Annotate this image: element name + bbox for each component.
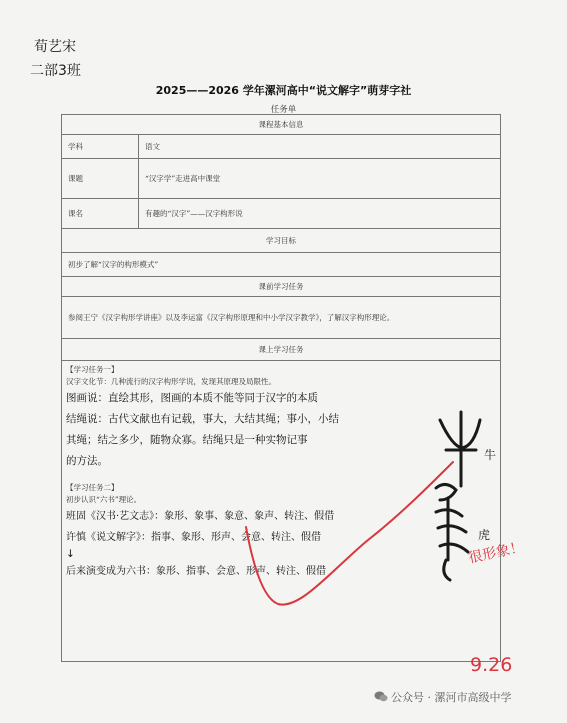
task2-heading: 【学习任务二】	[66, 483, 119, 492]
task1-answer-line-4: 的方法。	[66, 455, 108, 467]
student-class-note: 二部3班	[30, 63, 81, 79]
lesson-value: 有趣的“汉字”——汉字构形说	[139, 199, 501, 229]
section-goal-heading: 学习目标	[62, 229, 501, 253]
task2-answer-line-3: 后来演变成为六书：象形、指事、会意、形声、转注、假借	[66, 566, 326, 577]
date-mark: 9.26	[470, 654, 513, 676]
wechat-icon	[374, 691, 388, 702]
task1-answer-line-1: 图画说：直绘其形，图画的本质不能等同于汉字的本质	[66, 392, 318, 404]
ox-label: 牛	[484, 448, 497, 462]
task1-answer-line-2: 结绳说：古代文献也有记载，事大，大结其绳；事小，小结	[66, 413, 339, 425]
topic-label: 课题	[62, 159, 139, 199]
oracle-tiger-glyph	[436, 484, 468, 580]
red-check-mark	[246, 462, 453, 605]
teacher-praise: 很形象！	[467, 539, 526, 567]
subject-value: 语文	[139, 135, 501, 159]
task1-heading: 【学习任务一】	[66, 365, 119, 374]
section-class-heading: 课上学习任务	[62, 339, 501, 361]
student-name-note: 荀艺宋	[34, 39, 76, 55]
oracle-ox-glyph	[440, 412, 480, 486]
page-title: 2025——2026 学年漯河高中“说文解字”萌芽字社	[155, 84, 412, 97]
task1-prompt: 汉字文化节：几种流行的汉字构形学说，发现其原理及局限性。	[66, 377, 276, 386]
topic-value: “汉字学”走进高中课堂	[139, 159, 501, 199]
lesson-label: 课名	[62, 199, 139, 229]
task2-answer-line-2: 许慎《说文解字》：指事、象形、形声、会意、转注、假借	[66, 532, 321, 543]
task2-arrow: ↓	[66, 548, 75, 560]
tiger-label: 虎	[478, 528, 491, 542]
watermark-text: 公众号 · 漯河市高级中学	[391, 691, 512, 704]
section-basic-heading: 课程基本信息	[62, 115, 501, 135]
task2-answer-line-1: 班固《汉书·艺文志》：象形、象事、象意、象声、转注、假借	[66, 511, 335, 522]
page-subtitle: 任务单	[270, 105, 297, 115]
task1-answer-line-3: 其绳；结之多少，随物众寡。结绳只是一种实物记事	[66, 434, 308, 446]
task2-prompt: 初步认识“六书”理论。	[66, 495, 142, 504]
section-pre-heading: 课前学习任务	[62, 277, 501, 297]
goal-text: 初步了解“汉字的构形模式”	[62, 253, 501, 277]
subject-label: 学科	[62, 135, 139, 159]
pre-task-text: 参阅王宁《汉字构形学讲座》以及李运富《汉字构形原理和中小学汉字教学》，了解汉字构形理论。	[62, 297, 501, 339]
watermark	[374, 689, 512, 705]
